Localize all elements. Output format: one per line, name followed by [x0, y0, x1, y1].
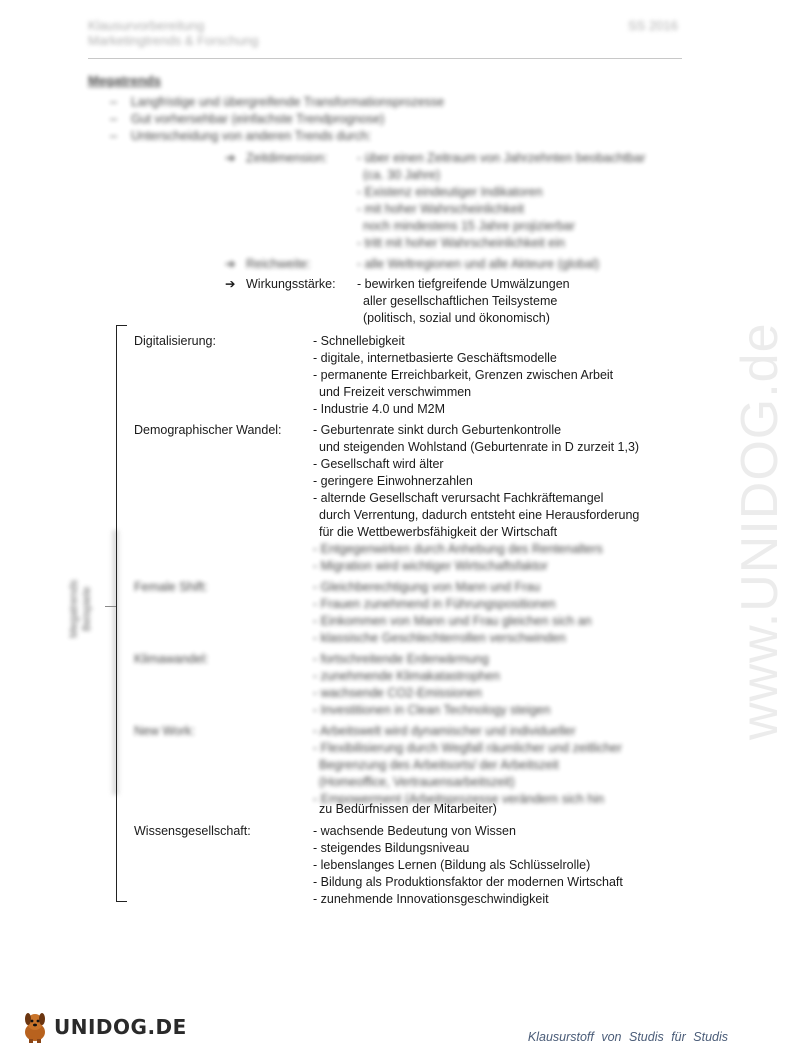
zeit-line: noch mindestens 15 Jahre projizierbar [363, 219, 575, 233]
female-line: - klassische Geschlechterrollen verschwinden [313, 631, 566, 645]
zeit-line: - mit hoher Wahrscheinlichkeit [357, 202, 524, 216]
arrow-icon: ➔ [225, 151, 236, 165]
female-line: - Gleichberechtigung von Mann und Frau [313, 580, 541, 594]
wissen-line: - Bildung als Produktionsfaktor der modernen Wirtschaft [313, 875, 623, 889]
zeit-label: Zeitdimension: [246, 151, 328, 165]
wirk-label: Wirkungsstärke: [246, 277, 336, 291]
demo-line: - Entgegenwirken durch Anhebung des Rentenalters [313, 542, 603, 556]
work-line: (Homeoffice, Vertrauensarbeitszeit) [319, 775, 515, 789]
reich-line: - alle Weltregionen und alle Akteure (global) [357, 257, 600, 271]
bracket-tick [105, 606, 116, 607]
demo-line: - geringere Einwohnerzahlen [313, 474, 473, 488]
zeit-line: - Existenz eindeutiger Indikatoren [357, 185, 543, 199]
wissen-line: - wachsende Bedeutung von Wissen [313, 824, 516, 838]
examples-bracket [116, 325, 127, 902]
section-title: Megatrends [88, 73, 161, 88]
zeit-line: - tritt mit hoher Wahrscheinlichkeit ein [357, 236, 565, 250]
intro-bullet-1: – Langfristige und übergreifende Transformationsprozesse [110, 95, 445, 109]
logo-text: UNIDOG.DE [54, 1015, 187, 1039]
unidog-logo[interactable] [20, 1010, 187, 1044]
wissen-line: - steigendes Bildungsniveau [313, 841, 470, 855]
demo-line: - Gesellschaft wird älter [313, 457, 444, 471]
klima-line: - wachsende CO2-Emissionen [313, 686, 482, 700]
watermark: www.UNIDOG.de [731, 322, 789, 740]
work-line: - Flexibilisierung durch Wegfall räumlicher und zeitlicher [313, 741, 622, 755]
header-divider [88, 58, 682, 59]
work-line: - Arbeitswelt wird dynamischer und individueller [313, 724, 576, 738]
reich-label: Reichweite: [246, 257, 311, 271]
work-label: New Work: [134, 724, 195, 738]
digital-line: - Industrie 4.0 und M2M [313, 402, 446, 416]
female-line: - Einkommen von Mann und Frau gleichen sich an [313, 614, 592, 628]
zeit-line: - über einen Zeitraum von Jahrzehnten beobachtbar [357, 151, 646, 165]
work-line: zu Bedürfnissen der Mitarbeiter) [319, 802, 497, 816]
side-label: Megatrends Beispiele [68, 579, 93, 638]
header-semester: SS 2016 [628, 18, 678, 33]
demo-line: - alternde Gesellschaft verursacht Fachkräftemangel [313, 491, 604, 505]
digital-label: Digitalisierung: [134, 334, 216, 348]
digital-line: - permanente Erreichbarkeit, Grenzen zwischen Arbeit [313, 368, 614, 382]
digital-line: und Freizeit verschwimmen [319, 385, 472, 399]
arrow-icon: ➔ [225, 277, 236, 291]
zeit-line: (ca. 30 Jahre) [363, 168, 441, 182]
wissen-line: - zunehmende Innovationsgeschwindigkeit [313, 892, 549, 906]
wissen-line: - lebenslanges Lernen (Bildung als Schlüsselrolle) [313, 858, 591, 872]
intro-bullet-2: – Gut vorhersehbar (einfachste Trendprognose) [110, 112, 385, 126]
demo-label: Demographischer Wandel: [134, 423, 282, 437]
demo-line: - Migration wird wichtiger Wirtschaftsfaktor [313, 559, 548, 573]
work-line: - Empowerment (Arbeitsprozesse verändern sich hin [313, 792, 605, 806]
wirk-line: (politisch, sozial und ökonomisch) [363, 311, 550, 325]
female-label: Female Shift: [134, 580, 208, 594]
intro-bullet-3: – Unterscheidung von anderen Trends durch: [110, 129, 372, 143]
footer-tagline: Klausurstoff von Studis für Studis [527, 1030, 728, 1044]
female-line: - Frauen zunehmend in Führungspositionen [313, 597, 556, 611]
digital-line: - Schnellebigkeit [313, 334, 405, 348]
klima-label: Klimawandel: [134, 652, 209, 666]
work-line: Begrenzung des Arbeitsorts/ der Arbeitszeit [319, 758, 559, 772]
demo-line: und steigenden Wohlstand (Geburtenrate in D zurzeit 1,3) [319, 440, 640, 454]
klima-line: - zunehmende Klimakatastrophen [313, 669, 500, 683]
demo-line: durch Verrentung, dadurch entsteht eine Herausforderung [319, 508, 640, 522]
wissen-label: Wissensgesellschaft: [134, 824, 251, 838]
dog-icon [20, 1010, 50, 1044]
wirk-line: - bewirken tiefgreifende Umwälzungen [357, 277, 570, 291]
digital-line: - digitale, internetbasierte Geschäftsmodelle [313, 351, 557, 365]
demo-line: - Geburtenrate sinkt durch Geburtenkontrolle [313, 423, 562, 437]
demo-line: für die Wettbewerbsfähigkeit der Wirtschaft [319, 525, 558, 539]
arrow-icon: ➔ [225, 257, 236, 271]
header-subtitle: Marketingtrends & Forschung [88, 33, 259, 48]
klima-line: - fortschreitende Erderwärmung [313, 652, 489, 666]
header-title: Klausurvorbereitung [88, 18, 205, 33]
wirk-line: aller gesellschaftlichen Teilsysteme [363, 294, 558, 308]
klima-line: - Investitionen in Clean Technology steigen [313, 703, 551, 717]
